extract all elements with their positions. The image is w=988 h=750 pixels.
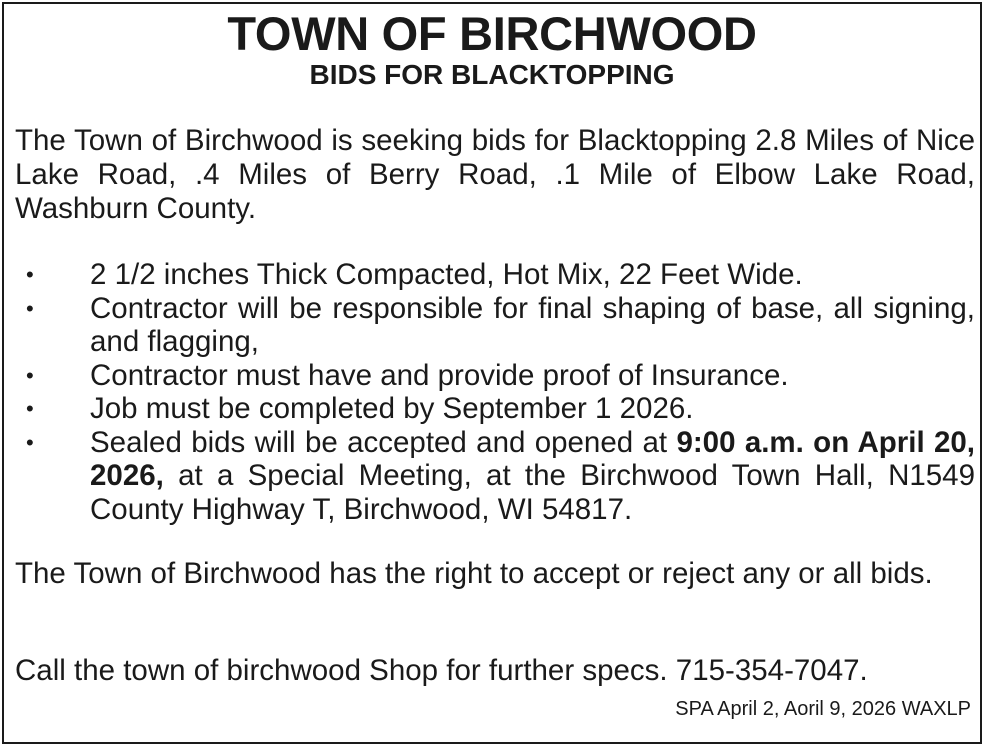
list-item	[15, 392, 975, 426]
requirements-list	[15, 258, 975, 526]
publication-dates: SPA April 2, Aoril 9, 2026 WAXLP	[675, 698, 971, 720]
list-item-text: Contractor must have and provide proof of Insurance.	[90, 358, 789, 392]
contact-paragraph: Call the town of birchwood Shop for further specs. 715-354-7047.	[15, 654, 868, 687]
list-item-sealed-bids	[15, 426, 975, 527]
bullet-icon: •	[26, 295, 34, 321]
list-item	[15, 359, 975, 393]
list-item-text: Contractor will be responsible for final shaping of base, all signing, and flagging,	[90, 291, 975, 358]
intro-paragraph: The Town of Birchwood is seeking bids for Blacktopping 2.8 Miles of Nice Lake Road, .4 Miles of Berry Road, .1 Mile of Elbow Lake Road, Washburn County.	[15, 124, 975, 225]
sealed-bids-suffix: at a Special Meeting, at the Birchwood Town Hall, N1549 County Highway T, Birchwood, WI 54817.	[90, 459, 975, 526]
bullet-icon: •	[26, 396, 34, 421]
notice-subtitle: BIDS FOR BLACKTOPPING	[309, 59, 675, 90]
list-item	[15, 258, 975, 292]
list-item	[15, 292, 975, 359]
bullet-icon: •	[26, 429, 34, 455]
bid-opening-datetime: 9:00 a.m. on April 20, 2026,	[90, 425, 976, 492]
bullet-icon: •	[26, 262, 34, 287]
notice-title: TOWN OF BIRCHWOOD	[227, 7, 757, 60]
list-item-text: 2 1/2 inches Thick Compacted, Hot Mix, 22 Feet Wide.	[90, 258, 803, 291]
list-item-text: Job must be completed by September 1 2026.	[90, 392, 694, 425]
rights-paragraph: The Town of Birchwood has the right to accept or reject any or all bids.	[15, 557, 933, 590]
bullet-icon: •	[26, 362, 34, 388]
legal-notice	[2, 2, 982, 744]
sealed-bids-prefix: Sealed bids will be accepted and opened at	[90, 425, 677, 459]
